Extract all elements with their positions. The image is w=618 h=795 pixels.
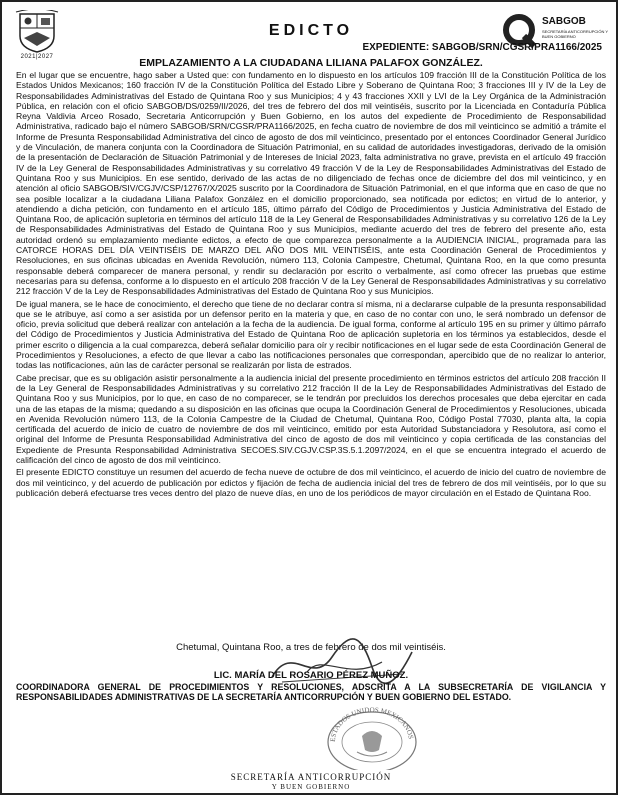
body-paragraph-1: En el lugar que se encuentre, hago saber a Usted que: con fundamento en lo dispuesto en los artículos 109 fracción III de la Constitución Política de los Estados Unidos Mexicanos; 160 fracción IV de la Constitución Política del Estado Libre y Soberano de Quintana Roo; 3 fracciones III y IV de la Ley de Responsabilidades Administrativas del Estado de Quintana Roo y sus Municipios; 4 y 43 fracciones XXII y LVI de la Ley Orgánica de la Administración Pública, en relación con el oficio SABGOB/DS/0259/II/2026, del tres de febrero del dos mil veintiséis, suscrito por la Licenciada en Contaduría Pública Reyna Valdivia Arceo Rosado, Secretaria Anticorrupción y Buen Gobierno, en los autos del expediente de Procedimiento de Responsabilidad Administrativa, radicado bajo el número SABGOB/SRN/CGSR/PRA1166/2025, en fecha cuatro de noviembre de dos mil veinticinco se admitió a trámite el Informe de Presunta Responsabilidad Administrativa del cinco de agosto de dos mil veinticinco, presentado por el entonces Coordinador General Jurídico y de Vinculación, de manera conjunta con la Coordinadora de Situación Patrimonial, en su calidad de autoridades investigadoras, derivado de la omisión de la presentación de Declaración de Situación Patrimonial y de Intereses de Inicial 2023, falta administrativa no grave, prevista en el artículo 49 fracción IV de la Ley General de Responsabilidades Administrativas y su correlativo 49 fracción V de la Ley de Responsabilidades Administrativas del Estado de Quintana Roo y sus Municipios. En ese sentido, derivado de las actas de no diligenciado de fechas once de diciembre del dos mil veinticinco, y en atención al oficio SABGOB/SIV/CGJV/CSP/12767/X/2025 suscrito por la Coordinadora de Situación Patrimonial, en el que informa que en caso de que no sea posible localizar a la ciudadana Liliana Palafox González en el domicilio proporcionado, sea notificada por edictos; en virtud de lo anterior, y atendiendo a dicha petición, con fundamento en el artículo 185, último párrafo del Código de Procedimientos y Justicia Administrativa del Estado de Quintana Roo, de aplicación supletoria en términos del artículo 118 de la Ley General de Responsabilidades Administrativas y su correlativo 126 de la Ley de Responsabilidades Administrativas del Estado de Quintana Roo y sus Municipios, mediante acuerdo del tres de febrero del presente año, esta autoridad ordenó su emplazamiento mediante edictos, a efecto de que comparezca personalmente a la AUDIENCIA INICIAL, programada para las CATORCE HORAS DEL DÍA VEINTISÉIS DE MARZO DEL AÑO DOS MIL VEINTISÉIS, ante esta Coordinación General de Procedimientos y Resoluciones, en sus oficinas ubicadas en Avenida Revolución, número 113, Colonia Campestre, Chetumal, Quintana Roo, en la que como presunta responsable deberá comparecer de manera personal, y rendir su declaración por escrito o verbalmente, así como ofrecer las pruebas que estime necesarias para su defensa, conforme a lo dispuesto en el artículo 208 fracción V de la Ley General de Responsabilidades Administrativas y su correlativo 212 fracción V de la Ley de Responsabilidades Administrativas del Estado de Quintana Roo y sus Municipios. xyxy=(16,70,606,297)
logo-name: SABGOB xyxy=(542,16,586,27)
stamp-arc-text: ESTADOS UNIDOS MEXICANOS xyxy=(328,705,415,743)
footer-line-2: Y BUEN GOBIERNO xyxy=(271,783,351,791)
official-stamp xyxy=(317,702,427,770)
date-line: Chetumal, Quintana Roo, a tres de febrero de dos mil veintiséis. xyxy=(176,642,446,653)
signer-title: COORDINADORA GENERAL DE PROCEDIMIENTOS Y RESOLUCIONES, ADSCRITA A LA SUBSECRETARÍA DE VIGILANCIA Y RESPONSABILIDADES ADMINISTRATIVAS DE LA SECRETARÍA ANTICORRUPCIÓN Y BUEN GOBIERNO DEL ESTADO. xyxy=(16,682,606,702)
logo-subtitle: SECRETARÍA ANTICORRUPCIÓN Y BUEN GOBIERNO xyxy=(542,29,609,39)
document-title: EDICTO xyxy=(268,22,354,39)
footer-line-1: SECRETARÍA ANTICORRUPCIÓN xyxy=(230,772,392,782)
signer-name: LIC. MARÍA DEL ROSARIO PÉREZ MUÑOZ. xyxy=(213,670,409,681)
body-paragraph-3: Cabe precisar, que es su obligación asistir personalmente a la audiencia inicial del presente procedimiento en términos estrictos del artículo 208 fracción II de la Ley General de Responsabilidades Administrativas y su correlativo 212 fracción II de la Ley de Responsabilidades Administrativas del Estado de Quintana Roo y sus Municipios, por lo que, en caso de no comparecer, se le tendrán por precluidos los derechos procesales que deba ejercitar en cada una de las etapas de la misma; quedando a su disposición en las oficinas que ocupa la Coordinación General de Procedimientos y Resoluciones, ubicada en Avenida Revolución número 113, de la Colonia Campestre de la Ciudad de Chetumal, Quintana Roo, Código Postal 77030, planta alta, la copia certificada del acuerdo de inicio de cuatro de noviembre de dos mil veinticinco, emitido por esta Autoridad Substanciadora y Resolutora, así como el original del Informe de Presunta Responsabilidad Administrativa del cinco de agosto de dos mil veinticinco y copia certificada de las constancias del Expediente de Presunta Responsabilidad Administrativa SECOES.SIV.CGJV.CSP.3S.5.1.2097/2024, en el que se encuentra integrado el acuerdo de calificación del cinco de agosto de dos mil veinticinco. xyxy=(16,372,606,465)
secretaria-footer xyxy=(2,772,618,791)
seal-year: 2021|2027 xyxy=(20,54,54,60)
document-body xyxy=(16,70,606,500)
document-subject: EMPLAZAMIENTO A LA CIUDADANA LILIANA PALAFOX GONZÁLEZ. xyxy=(139,57,483,69)
body-paragraph-4: El presente EDICTO constituye un resumen del acuerdo de fecha nueve de octubre de dos mil veinticinco, el acuerdo de inicio del cuatro de noviembre de dos mil veinticinco, y del acuerdo de publicación por edictos y fijación de fecha de audiencia inicial del tres de febrero de dos mil veintiséis, por lo que su publicación deberá efectuarse tres veces dentro del plazo de nueve días, en uno de los periódicos de mayor circulación en el Estado de Quintana Roo. xyxy=(16,467,606,498)
body-paragraph-2: De igual manera, se le hace de conocimiento, el derecho que tiene de no declarar contra sí misma, ni a declararse culpable de la presunta responsabilidad que se le atribuye, así como a ser asistida por un defensor perito en la materia y que, en caso de no contar con uno, le será nombrado un defensor de oficio, previa solicitud que deberá realizar con antelación a la fecha de la audiencia. De igual forma, conforme al artículo 195 en su primer y último párrafo del Código de Procedimientos y Justicia Administrativa del Estado de Quintana Roo de aplicación supletoria en los términos ya establecidos, desde el primer escrito o diligencia a la cual comparezca, deberá señalar domicilio para oír y recibir notificaciones en el lugar sede de esta Coordinación General de Procedimientos y Resoluciones, a efecto de que llevar a cabo las notificaciones personales que correspondan, apercibido que de no realizar lo anterior, todas las notificaciones, aún las de carácter personal se realizarán por lista de estrados. xyxy=(16,298,606,371)
expediente-number: EXPEDIENTE: SABGOB/SRN/CGSR/PRA1166/2025 xyxy=(362,42,602,53)
